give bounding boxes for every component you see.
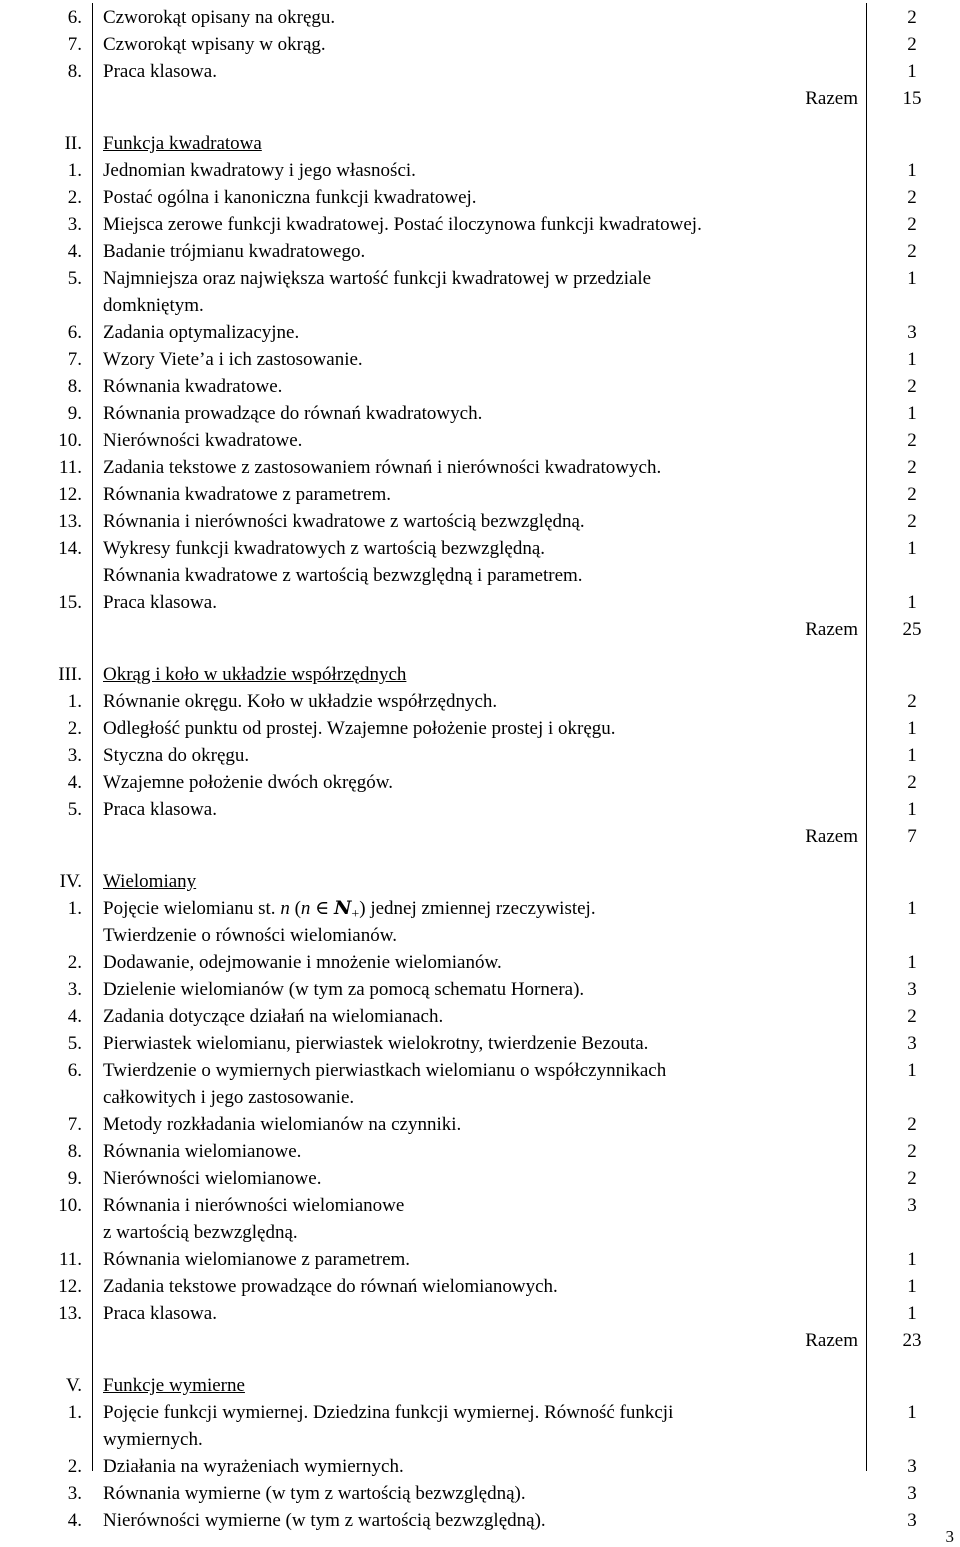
topic-hours: 2 [907,187,917,208]
topic-text: z wartością bezwzględną. [103,1222,298,1243]
topic-text-part: N [333,897,352,919]
topic-number: 8. [67,61,82,82]
topic-row [0,742,960,769]
topic-hours: 2 [907,241,917,262]
topic-number: 1. [67,160,82,181]
topic-row [0,796,960,823]
topic-text: Wykresy funkcji kwadratowych z wartością bezwzględną. [103,538,546,559]
topic-row [0,211,960,238]
topic-text: Zadania dotyczące działań na wielomianach. [103,1006,444,1027]
total-row [0,616,960,643]
topic-row [0,4,960,31]
topic-row [0,400,960,427]
topic-number: 5. [67,1033,82,1054]
section-spacer [0,643,960,661]
topic-text: Twierdzenie o wymiernych pierwiastkach wielomianu o współczynnikach [103,1060,667,1081]
topic-text: Zadania optymalizacyjne. [103,322,300,343]
topic-hours: 3 [907,1483,917,1504]
topic-text-part: Pojęcie wielomianu st. [103,898,281,919]
topic-text: Nierówności wymierne (w tym z wartością bezwzględną). [103,1510,546,1531]
topic-number: 3. [67,745,82,766]
topic-continuation-row [0,922,960,949]
topic-hours: 3 [907,322,917,343]
topic-row [0,481,960,508]
topic-number: 4. [67,1510,82,1531]
topic-hours: 3 [907,979,917,1000]
topic-row [0,157,960,184]
total-hours: 23 [902,1330,922,1351]
topic-hours: 2 [907,691,917,712]
topic-row [0,976,960,1003]
topic-number: 3. [67,214,82,235]
topic-hours: 1 [907,1249,917,1270]
topic-text: Wzory Viete’a i ich zastosowanie. [103,349,363,370]
topic-text: Jednomian kwadratowy i jego własności. [103,160,416,181]
topic-continuation-row [0,292,960,319]
topic-number: 8. [67,376,82,397]
topic-hours: 2 [907,772,917,793]
topic-row [0,1480,960,1507]
topic-number: 1. [67,691,82,712]
topic-text-part: n [280,898,290,919]
topic-number: 9. [67,403,82,424]
topic-number: 5. [67,268,82,289]
topic-hours: 1 [907,1060,917,1081]
topic-number: 4. [67,1006,82,1027]
total-label: Razem [805,1330,858,1351]
section-number: IV. [59,871,82,892]
topic-text: Dzielenie wielomianów (w tym za pomocą schematu Hornera). [103,979,585,1000]
topic-hours: 1 [907,1402,917,1423]
topic-row [0,1030,960,1057]
topic-text-part: ( [289,898,301,919]
topic-hours: 2 [907,484,917,505]
syllabus-table [0,4,960,1534]
topic-number: 10. [58,1195,82,1216]
topic-text [103,895,596,924]
topic-number: 8. [67,1141,82,1162]
topic-hours: 2 [907,1114,917,1135]
total-label: Razem [805,826,858,847]
section-header-row [0,868,960,895]
section-title: Funkcje wymierne [103,1375,245,1396]
topic-text: Twierdzenie o równości wielomianów. [103,925,397,946]
section-title: Okrąg i koło w układzie współrzędnych [103,664,407,685]
topic-row [0,1507,960,1534]
topic-row [0,184,960,211]
topic-text: Zadania tekstowe z zastosowaniem równań i nierówności kwadratowych. [103,457,662,478]
topic-continuation-row [0,1219,960,1246]
topic-number: 11. [58,1249,82,1270]
topic-row [0,1273,960,1300]
total-hours: 25 [902,619,922,640]
topic-hours: 2 [907,1141,917,1162]
topic-hours: 1 [907,538,917,559]
topic-hours: 1 [907,1276,917,1297]
topic-row [0,1246,960,1273]
topic-number: 7. [67,34,82,55]
topic-hours: 2 [907,1006,917,1027]
topic-number: 3. [67,1483,82,1504]
topic-row [0,373,960,400]
topic-number: 13. [58,511,82,532]
topic-continuation-row [0,1084,960,1111]
topic-hours: 3 [907,1456,917,1477]
topic-row [0,238,960,265]
topic-text: Metody rozkładania wielomianów na czynniki. [103,1114,462,1135]
topic-text: Styczna do okręgu. [103,745,250,766]
topic-text: Równania kwadratowe z parametrem. [103,484,392,505]
topic-number: 11. [58,457,82,478]
topic-row [0,1057,960,1084]
topic-row [0,1399,960,1426]
topic-row [0,1453,960,1480]
section-spacer [0,1354,960,1372]
topic-hours: 1 [907,160,917,181]
topic-row [0,427,960,454]
topic-number: 13. [58,1303,82,1324]
section-header-row [0,130,960,157]
topic-number: 2. [67,718,82,739]
section-header-row [0,661,960,688]
topic-hours: 2 [907,214,917,235]
section-title: Wielomiany [103,871,197,892]
topic-hours: 2 [907,457,917,478]
topic-text: Pierwiastek wielomianu, pierwiastek wielokrotny, twierdzenie Bezouta. [103,1033,649,1054]
section-title: Funkcja kwadratowa [103,133,262,154]
topic-text: Czworokąt wpisany w okrąg. [103,34,326,55]
topic-hours: 2 [907,376,917,397]
topic-hours: 3 [907,1033,917,1054]
topic-text: Równania wymierne (w tym z wartością bezwzględną). [103,1483,526,1504]
topic-number: 5. [67,799,82,820]
topic-hours: 1 [907,952,917,973]
topic-text: Równania i nierówności kwadratowe z wartością bezwzględną. [103,511,585,532]
topic-text-part: ) jednej zmiennej rzeczywistej. [359,898,596,919]
topic-hours: 2 [907,511,917,532]
total-label: Razem [805,88,858,109]
topic-hours: 2 [907,1168,917,1189]
topic-text: domkniętym. [103,295,204,316]
topic-text: Postać ogólna i kanoniczna funkcji kwadratowej. [103,187,477,208]
topic-number: 4. [67,241,82,262]
topic-hours: 3 [907,1195,917,1216]
topic-hours: 1 [907,592,917,613]
topic-row [0,1138,960,1165]
topic-text: Praca klasowa. [103,1303,217,1324]
topic-row [0,454,960,481]
topic-text: Praca klasowa. [103,799,217,820]
topic-text: Wzajemne położenie dwóch okręgów. [103,772,393,793]
topic-row [0,1111,960,1138]
section-spacer [0,112,960,130]
topic-number: 6. [67,1060,82,1081]
topic-number: 7. [67,349,82,370]
topic-row [0,58,960,85]
topic-number: 12. [58,1276,82,1297]
topic-number: 4. [67,772,82,793]
topic-text: Równania prowadzące do równań kwadratowych. [103,403,483,424]
topic-row [0,769,960,796]
topic-text: Równania kwadratowe z wartością bezwzględną i parametrem. [103,565,583,586]
topic-number: 6. [67,322,82,343]
topic-hours: 1 [907,799,917,820]
topic-number: 1. [67,898,82,919]
total-hours: 15 [902,88,922,109]
topic-text-part: + [351,907,360,922]
topic-text: Działania na wyrażeniach wymiernych. [103,1456,404,1477]
topic-text: Nierówności wielomianowe. [103,1168,322,1189]
topic-text: wymiernych. [103,1429,203,1450]
topic-text-part: ∈ [310,898,334,919]
topic-continuation-row [0,1426,960,1453]
topic-text: Najmniejsza oraz największa wartość funkcji kwadratowej w przedziale [103,268,652,289]
topic-hours: 3 [907,1510,917,1531]
topic-text: Równania kwadratowe. [103,376,283,397]
total-label: Razem [805,619,858,640]
topic-number: 2. [67,1456,82,1477]
section-header-row [0,1372,960,1399]
topic-number: 2. [67,187,82,208]
total-row [0,823,960,850]
topic-hours: 1 [907,745,917,766]
topic-row [0,535,960,562]
total-row [0,85,960,112]
topic-hours: 2 [907,34,917,55]
topic-number: 7. [67,1114,82,1135]
topic-number: 1. [67,1402,82,1423]
total-row [0,1327,960,1354]
topic-hours: 1 [907,349,917,370]
section-number: II. [64,133,82,154]
topic-row [0,1300,960,1327]
topic-row [0,508,960,535]
topic-hours: 2 [907,7,917,28]
total-hours: 7 [907,826,917,847]
topic-number: 3. [67,979,82,1000]
topic-text: Czworokąt opisany na okręgu. [103,7,336,28]
topic-text: Praca klasowa. [103,61,217,82]
topic-row [0,589,960,616]
topic-hours: 2 [907,430,917,451]
topic-number: 15. [58,592,82,613]
topic-row [0,715,960,742]
topic-row [0,1165,960,1192]
topic-row [0,346,960,373]
topic-text: Miejsca zerowe funkcji kwadratowej. Postać iloczynowa funkcji kwadratowej. [103,214,702,235]
topic-number: 14. [58,538,82,559]
topic-row [0,688,960,715]
topic-continuation-row [0,562,960,589]
topic-hours: 1 [907,403,917,424]
topic-text: Zadania tekstowe prowadzące do równań wielomianowych. [103,1276,558,1297]
topic-hours: 1 [907,1303,917,1324]
topic-hours: 1 [907,268,917,289]
topic-number: 6. [67,7,82,28]
topic-number: 2. [67,952,82,973]
topic-row [0,895,960,922]
page-number: 3 [945,1527,954,1546]
topic-text: Równania wielomianowe z parametrem. [103,1249,411,1270]
topic-text: Praca klasowa. [103,592,217,613]
topic-hours: 1 [907,61,917,82]
topic-text: Równania wielomianowe. [103,1141,302,1162]
topic-hours: 1 [907,718,917,739]
topic-number: 9. [67,1168,82,1189]
topic-text: Równanie okręgu. Koło w układzie współrzędnych. [103,691,498,712]
topic-row [0,1003,960,1030]
topic-row [0,265,960,292]
topic-row [0,31,960,58]
topic-text-part: n [300,898,311,919]
topic-number: 10. [58,430,82,451]
topic-text: całkowitych i jego zastosowanie. [103,1087,355,1108]
topic-number: 12. [58,484,82,505]
topic-text: Nierówności kwadratowe. [103,430,303,451]
topic-row [0,1192,960,1219]
section-spacer [0,850,960,868]
topic-text: Odległość punktu od prostej. Wzajemne położenie prostej i okręgu. [103,718,616,739]
topic-text: Badanie trójmianu kwadratowego. [103,241,366,262]
section-number: III. [58,664,82,685]
topic-text: Pojęcie funkcji wymiernej. Dziedzina funkcji wymiernej. Równość funkcji [103,1402,674,1423]
section-number: V. [65,1375,82,1396]
topic-text: Dodawanie, odejmowanie i mnożenie wielomianów. [103,952,502,973]
topic-hours: 1 [907,898,917,919]
topic-row [0,949,960,976]
topic-row [0,319,960,346]
topic-text: Równania i nierówności wielomianowe [103,1195,405,1216]
